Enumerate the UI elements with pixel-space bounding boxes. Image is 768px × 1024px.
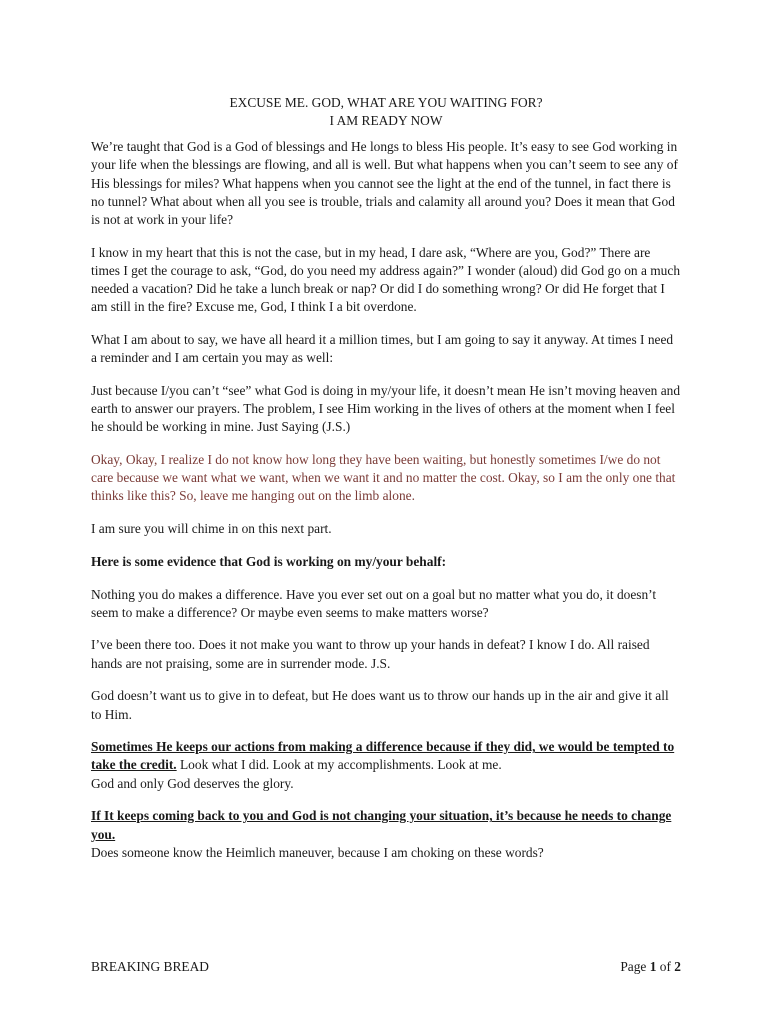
paragraph-3: What I am about to say, we have all heard it a million times, but I am going to say it anyway. At times I need a reminder and I am certain you may as well: bbox=[91, 332, 674, 366]
page-number bbox=[620, 959, 681, 975]
paragraph-12-emphasis: If It keeps coming back to you and God is not changing your situation, it’s because he needs to change you. bbox=[91, 808, 672, 842]
document-title bbox=[91, 94, 681, 129]
page-current: 1 bbox=[649, 959, 657, 974]
page-label: Page bbox=[620, 959, 650, 974]
paragraph-4: Just because I/you can’t “see” what God is doing in my/your life, it doesn’t mean He isn’t moving heaven and earth to answer our prayers. The problem, I see Him working in the lives of others at the moment when I feel he should be working in mine. Just Saying (J.S.) bbox=[91, 382, 681, 435]
paragraph-11-line-2: God and only God deserves the glory. bbox=[91, 775, 294, 791]
title-line-1: EXCUSE ME. GOD, WHAT ARE YOU WAITING FOR? bbox=[229, 95, 543, 110]
paragraph-5-highlighted: Okay, Okay, I realize I do not know how long they have been waiting, but honestly sometimes I/we do not care because we want what we want, when we want it and no matter the cost. Okay, so I am the only one that thinks like this? So, leave me hanging out on the limb alone. bbox=[91, 452, 676, 504]
footer-title: BREAKING BREAD bbox=[91, 959, 209, 974]
page-of-label: of bbox=[656, 959, 675, 974]
paragraph-10: God doesn’t want us to give in to defeat, but He does want us to throw our hands up in the air and give it all to Him. bbox=[91, 688, 669, 722]
evidence-heading: Here is some evidence that God is working on my/your behalf: bbox=[91, 553, 447, 569]
paragraph-11-emphasis: Sometimes He keeps our actions from making a difference because if they did, we would be tempted to take the credit. bbox=[91, 739, 675, 773]
paragraph-11 bbox=[91, 738, 681, 793]
paragraph-11-rest: Look what I did. Look at my accomplishments. Look at me. bbox=[176, 757, 502, 773]
title-line-2: I AM READY NOW bbox=[329, 112, 443, 128]
paragraph-12-line-2: Does someone know the Heimlich maneuver, because I am choking on these words? bbox=[91, 844, 544, 860]
paragraph-1: We’re taught that God is a God of blessings and He longs to bless His people. It’s easy to see God working in your life when the blessings are flowing, and all is well. But what happens when you can’t seem to see any of His blessings for miles? What happens when you cannot see the light at the end of the tunnel, in fact there is no tunnel? What about when all you see is trouble, trials and calamity all around you? Does it mean that God is not at work in your life? bbox=[91, 139, 678, 227]
paragraph-12 bbox=[91, 807, 681, 862]
paragraph-8: Nothing you do makes a difference. Have you ever set out on a goal but no matter what you do, it doesn’t seem to make a difference? Or maybe even seems to make matters worse? bbox=[91, 586, 657, 620]
page-total: 2 bbox=[674, 959, 681, 974]
paragraph-9: I’ve been there too. Does it not make you want to throw up your hands in defeat? I know I do. All raised hands are not praising, some are in surrender mode. J.S. bbox=[91, 637, 650, 671]
paragraph-6: I am sure you will chime in on this next part. bbox=[91, 521, 332, 537]
document-page bbox=[91, 94, 681, 876]
paragraph-2: I know in my heart that this is not the case, but in my head, I dare ask, “Where are you, God?” There are times I get the courage to ask, “God, do you need my address again?” I wonder (aloud) did God go on a much needed a vacation? Did he take a lunch break or nap? Or did I do something wrong? Or did He forget that I am still in the fire? Excuse me, God, I think I a bit overdone. bbox=[91, 244, 681, 315]
